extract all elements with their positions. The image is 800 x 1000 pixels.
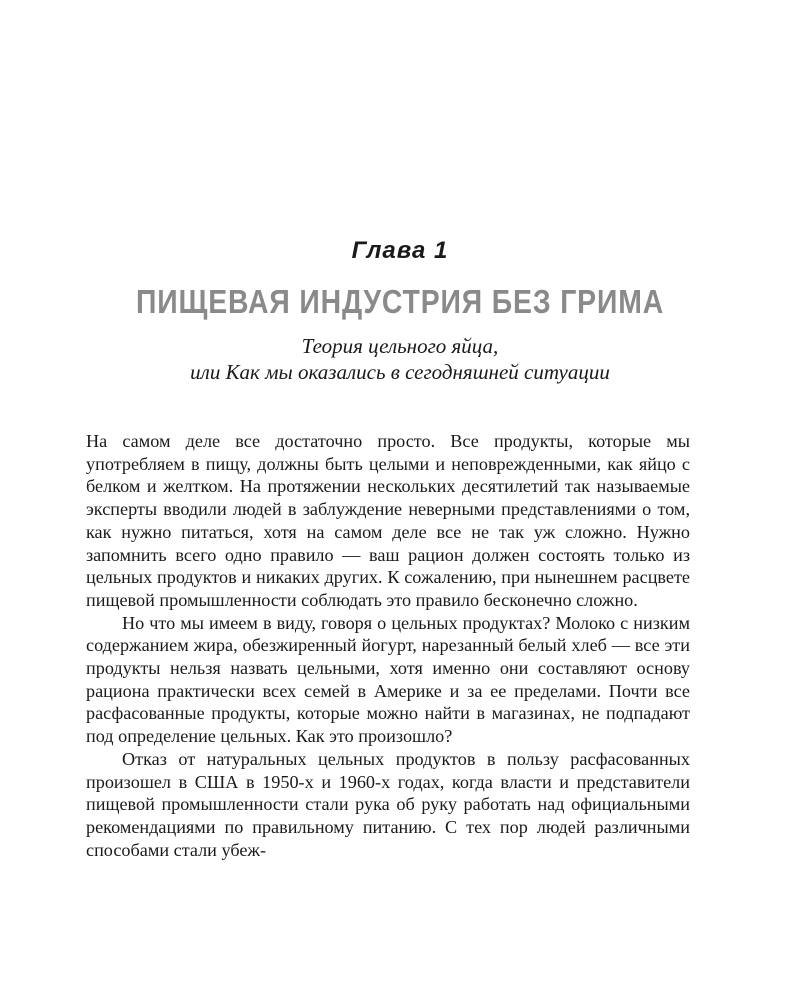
chapter-title: ПИЩЕВАЯ ИНДУСТРИЯ БЕЗ ГРИМА xyxy=(135,283,665,320)
chapter-subtitle xyxy=(0,333,800,385)
subtitle-line-2: или Как мы оказались в сегодняшней ситуации xyxy=(190,360,610,384)
paragraph-1: На самом деле все достаточно просто. Все продукты, которые мы употребляем в пищу, должны быть целыми и неповрежденными, как яйцо с белком и желтком. На протяжении нескольких десятилетий так называемые эксперты вводили людей в заблуждение неверными представлениями о том, как нужно питаться, хотя на самом деле все не так уж сложно. Нужно запомнить всего одно правило — ваш рацион должен состоять только из цельных продуктов и никаких других. К сожалению, при нынешнем расцвете пищевой промышленности соблюдать это правило бесконечно сложно. xyxy=(86,431,690,610)
body-text xyxy=(86,430,690,861)
paragraph-3: Отказ от натуральных цельных продуктов в пользу расфасованных произошел в США в 1950-х и 1960-х годах, когда власти и представители пищевой промышленности стали рука об руку работать над официальными рекомендациями по правильному питанию. С тех пор людей различными способами стали убеж- xyxy=(86,748,690,860)
paragraph-2: Но что мы имеем в виду, говоря о цельных продуктах? Молоко с низким содержанием жира, обезжиренный йогурт, нарезанный белый хлеб — все эти продукты нельзя назвать цельными, хотя именно они составляют основу рациона практически всех семей в Америке и за ее пределами. Почти все расфасованные продукты, которые можно найти в магазинах, не подпадают под определение цельных. Как это произошло? xyxy=(86,612,690,747)
subtitle-line-1: Теория цельного яйца, xyxy=(301,334,499,358)
chapter-label: Глава 1 xyxy=(351,237,449,264)
